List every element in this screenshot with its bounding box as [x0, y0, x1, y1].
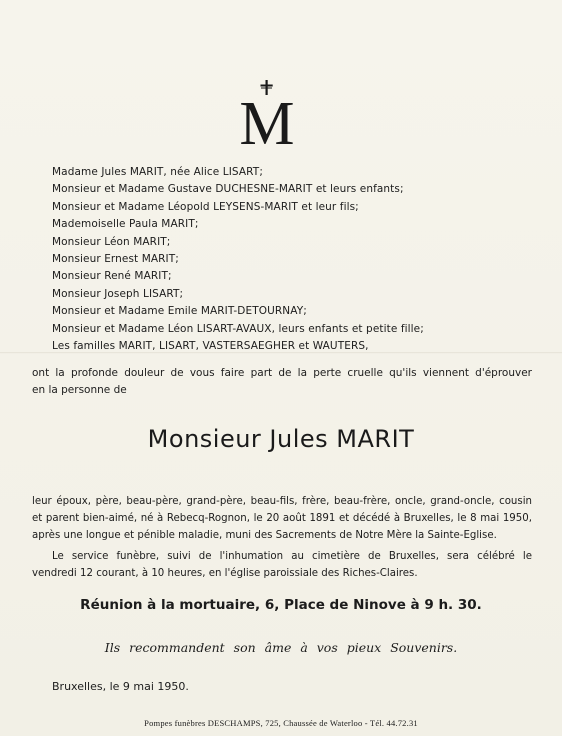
place-and-date: Bruxelles, le 9 mai 1950.	[52, 680, 189, 693]
family-member-line: Monsieur et Madame Léon LISART-AVAUX, leurs enfants et petite fille;	[52, 322, 424, 335]
body-line: après une longue et pénible maladie, muni des Sacrements de Notre Mère la Sainte-Eglise.	[32, 530, 497, 541]
monogram-letter: M	[239, 90, 295, 148]
recommendation-line: Ils recommandent son âme à vos pieux Souvenirs.	[104, 640, 458, 655]
family-member-line: Madame Jules MARIT, née Alice LISART;	[52, 166, 263, 178]
body-line: et parent bien-aimé, né à Rebecq-Rognon, le 20 août 1891 et décédé à Bruxelles, le 8 mai 1950,	[32, 513, 532, 524]
reunion-notice: Réunion à la mortuaire, 6, Place de Ninove à 9 h. 30.	[80, 597, 482, 613]
service-details	[32, 548, 532, 582]
intro-text	[32, 365, 532, 399]
monogram-cross-icon	[232, 78, 302, 148]
family-member-line: Mademoiselle Paula MARIT;	[52, 218, 199, 231]
obituary-body	[32, 493, 532, 544]
intro-line-1: ont la profonde douleur de vous faire part de la perte cruelle qu'ils viennent d'éprouver	[32, 367, 532, 379]
family-member-line: Monsieur et Madame Gustave DUCHESNE-MARIT et leurs enfants;	[52, 183, 404, 196]
body-line: leur époux, père, beau-père, grand-père, beau-fils, frère, beau-frère, oncle, grand-oncle, cousin	[32, 496, 532, 507]
intro-line-2: en la personne de	[32, 384, 127, 396]
family-list	[52, 164, 532, 355]
service-line-1: Le service funèbre, suivi de l'inhumation au cimetière de Bruxelles, sera célébré le	[52, 551, 532, 562]
deceased-name: Monsieur Jules MARIT	[147, 425, 415, 453]
family-member-line: Les familles MARIT, LISART, VASTERSAEGHER et WAUTERS,	[52, 340, 369, 353]
family-member-line: Monsieur Ernest MARIT;	[52, 253, 179, 266]
service-line-2: vendredi 12 courant, à 10 heures, en l'église paroissiale des Riches-Claires.	[32, 568, 418, 579]
family-member-line: Monsieur et Madame Emile MARIT-DETOURNAY;	[52, 305, 307, 318]
family-member-line: Monsieur Léon MARIT;	[52, 235, 171, 248]
family-member-line: Monsieur René MARIT;	[52, 270, 172, 283]
printer-imprint: Pompes funèbres DESCHAMPS, 725, Chaussée de Waterloo - Tél. 44.72.31	[144, 718, 418, 728]
family-member-line: Monsieur Joseph LISART;	[52, 287, 184, 300]
family-member-line: Monsieur et Madame Léopold LEYSENS-MARIT et leur fils;	[52, 200, 359, 213]
